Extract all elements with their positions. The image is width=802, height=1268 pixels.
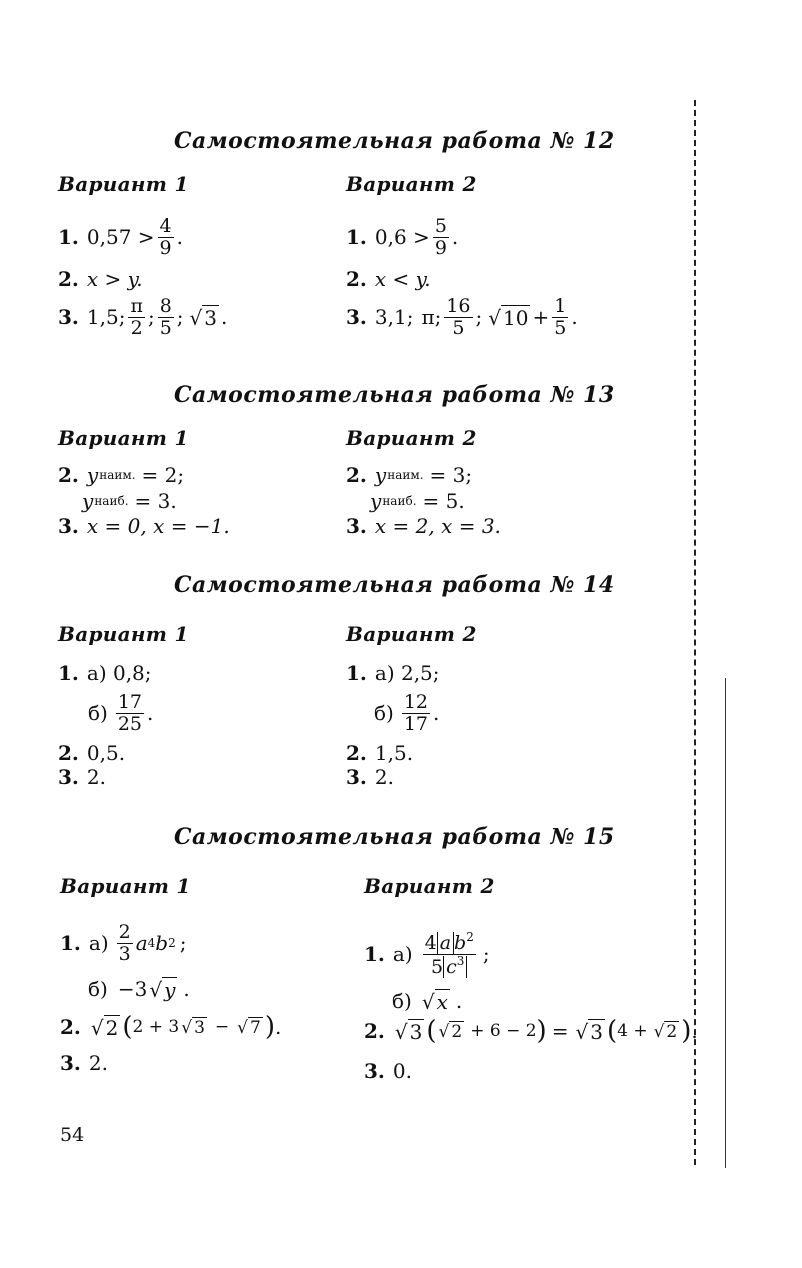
answer-text: x < y.: [374, 267, 431, 291]
denominator: 9: [159, 236, 172, 259]
fraction: [444, 296, 472, 339]
fraction: [433, 216, 449, 259]
numerator: 2: [118, 920, 131, 943]
answer-end: .: [147, 701, 154, 725]
square-root: √ 3: [189, 305, 218, 330]
variable: c: [446, 955, 457, 978]
answer-number: 2.: [58, 267, 79, 291]
work-14-title: Самостоятельная работа № 14: [174, 572, 615, 598]
answer-number: 2.: [58, 463, 79, 487]
item-label: б): [392, 989, 412, 1013]
answer-end: .: [691, 1019, 698, 1043]
answer-number: 1.: [58, 661, 79, 685]
work-15-v1-answer-1: [60, 920, 187, 965]
answer-text: 1,5.: [374, 741, 414, 765]
answer-end: .: [183, 977, 190, 1001]
work-14-variant-2-label: Вариант 2: [346, 622, 477, 646]
item-label: а): [88, 931, 109, 955]
page-edge-line: [725, 678, 726, 1168]
answer-text: 0,6 >: [374, 225, 430, 249]
work-15-v2-answer-2: [364, 1016, 698, 1046]
variable: y: [86, 463, 99, 487]
work-12-v1-answer-3: [58, 294, 228, 339]
variable: y: [374, 463, 387, 487]
exponent: 3: [456, 953, 465, 968]
radicand: 2: [666, 1021, 678, 1042]
cut-line: [694, 100, 696, 1165]
answer-number: 3.: [346, 765, 367, 789]
answer-number: 3.: [58, 765, 79, 789]
answer-number: 2.: [58, 741, 79, 765]
square-root: √ x: [421, 989, 448, 1014]
absolute-value: a: [437, 932, 454, 954]
square-root: √ 2: [653, 1021, 678, 1042]
answer-text: x = 0, x = −1.: [86, 514, 230, 538]
work-12-v2-answer-2: [346, 264, 431, 294]
subscript: наим.: [387, 468, 424, 482]
radicand: 3: [409, 1019, 423, 1044]
square-root: √ 7: [237, 1017, 261, 1038]
numerator: π: [130, 294, 143, 317]
work-14-v1-answer-1: [58, 658, 152, 688]
subscript: наиб.: [382, 494, 417, 508]
work-15-v1-answer-1b: [88, 974, 190, 1004]
answer-text: 1,5;: [86, 305, 126, 329]
answer-number: 1.: [60, 931, 81, 955]
denominator: 5: [554, 316, 567, 339]
item-label: б): [88, 701, 108, 725]
answer-number: 1.: [346, 225, 367, 249]
work-15-v2-answer-3: [364, 1056, 412, 1086]
square-root: √ 3: [181, 1017, 205, 1038]
item-label: б): [374, 701, 394, 725]
answer-end: ;: [179, 931, 187, 955]
exponent: 4: [147, 936, 156, 950]
fraction: [423, 931, 476, 978]
page-number: 54: [60, 1124, 85, 1146]
radicand: y: [164, 977, 176, 1002]
numerator: 5: [434, 214, 447, 237]
numerator: 1: [554, 294, 567, 317]
answer-text: 2.: [86, 765, 106, 789]
fraction: [158, 296, 174, 339]
answer-end: .: [176, 225, 183, 249]
pi-symbol: π: [421, 305, 435, 329]
item-label: а): [392, 942, 413, 966]
square-root: √ 3: [394, 1019, 423, 1044]
radicand: 3: [204, 305, 218, 330]
answer-end: .: [221, 305, 228, 329]
answer-number: 2.: [364, 1019, 385, 1043]
answer-text: = 2;: [141, 463, 185, 487]
minus-sign: −: [214, 1017, 230, 1037]
answer-text: + 6 − 2: [470, 1021, 537, 1041]
answer-text: = 3.: [134, 489, 177, 513]
answer-text: x = 2, x = 3.: [374, 514, 501, 538]
answer-number: 3.: [58, 514, 79, 538]
denominator: 17: [403, 712, 429, 735]
work-12-v2-answer-3: [346, 294, 578, 339]
answer-end: .: [451, 225, 459, 249]
numerator: [423, 931, 476, 955]
answer-number: 1.: [364, 942, 385, 966]
work-15-v1-answer-2: [60, 1012, 281, 1042]
work-15-variant-1-label: Вариант 1: [60, 874, 191, 898]
answer-text: = 3;: [429, 463, 473, 487]
answer-number: 2.: [60, 1015, 81, 1039]
fraction: [128, 296, 145, 339]
work-15-title: Самостоятельная работа № 15: [174, 824, 615, 850]
work-14-v2-answer-1b: [374, 690, 440, 735]
work-15-v2-answer-1b: [392, 986, 462, 1016]
work-13-v2-answer-3: [346, 511, 501, 541]
work-12-v1-answer-1: [58, 214, 183, 259]
work-15-v2-answer-1: [364, 929, 490, 978]
answer-text: 4 +: [617, 1021, 648, 1041]
answer-number: 3.: [364, 1059, 385, 1083]
denominator: 3: [118, 942, 131, 965]
radicand: 3: [590, 1019, 603, 1044]
square-root: √ 2: [90, 1015, 119, 1040]
separator: ;: [147, 305, 155, 329]
work-13-variant-2-label: Вариант 2: [346, 426, 477, 450]
answer-number: 2.: [346, 463, 367, 487]
square-root: √ y: [149, 977, 176, 1002]
work-12-v1-answer-2: [58, 264, 143, 294]
work-12-variant-2-label: Вариант 2: [346, 172, 477, 196]
plus-sign: +: [532, 305, 550, 329]
radicand: x: [436, 989, 448, 1014]
answer-text: 2.: [374, 765, 394, 789]
close-paren: ): [681, 1016, 692, 1046]
exponent: 2: [168, 936, 176, 950]
answer-number: 3.: [60, 1051, 81, 1075]
answer-text: 3,1;: [374, 305, 414, 329]
answer-end: .: [433, 701, 440, 725]
work-12-v2-answer-1: [346, 214, 459, 259]
item-label: б): [88, 977, 108, 1001]
open-paren: (: [426, 1016, 437, 1046]
answer-text: а) 2,5;: [374, 661, 440, 685]
answer-number: 1.: [346, 661, 367, 685]
answer-end: ;: [482, 942, 490, 966]
answer-text: −3: [117, 977, 148, 1001]
equals-sign: =: [551, 1019, 569, 1043]
answer-text: = 5.: [422, 489, 465, 513]
open-paren: (: [122, 1012, 133, 1042]
denominator: 9: [434, 236, 447, 259]
coefficient: 4: [424, 931, 437, 954]
fraction: [116, 692, 144, 735]
answer-text: x > y.: [86, 267, 143, 291]
numerator: 4: [159, 214, 172, 237]
work-12-variant-1-label: Вариант 1: [58, 172, 189, 196]
exponent: 2: [466, 929, 474, 944]
numerator: 12: [403, 690, 429, 713]
variable: b: [454, 931, 467, 954]
numerator: 8: [159, 294, 172, 317]
subscript: наиб.: [94, 494, 129, 508]
separator: ;: [475, 305, 483, 329]
answer-number: 2.: [346, 741, 367, 765]
work-15-v1-answer-3: [60, 1048, 108, 1078]
fraction: [552, 296, 568, 339]
answer-end: .: [455, 989, 463, 1013]
answer-text: 2.: [88, 1051, 108, 1075]
numerator: 16: [446, 294, 471, 317]
answer-number: 2.: [346, 267, 367, 291]
square-root: √ 2: [438, 1021, 463, 1042]
fraction: [402, 692, 430, 735]
answer-text: 0.: [392, 1059, 412, 1083]
work-13-v1-answer-3: [58, 511, 230, 541]
open-paren: (: [606, 1016, 618, 1046]
absolute-value: [443, 953, 467, 978]
work-13-title: Самостоятельная работа № 13: [174, 382, 615, 408]
separator: ;: [434, 305, 442, 329]
answer-text: 0,57 >: [86, 225, 155, 249]
denominator: 5: [159, 316, 172, 339]
square-root: √ 3: [575, 1019, 603, 1044]
variable: y: [82, 489, 94, 513]
denominator: 25: [117, 712, 143, 735]
close-paren: ): [264, 1012, 275, 1042]
work-14-v2-answer-1: [346, 658, 440, 688]
answer-number: 3.: [346, 514, 367, 538]
coefficient: 5: [431, 955, 444, 978]
separator: ;: [176, 305, 184, 329]
answer-end: .: [571, 305, 578, 329]
work-14-variant-1-label: Вариант 1: [58, 622, 189, 646]
denominator: 5: [452, 316, 465, 339]
denominator: [429, 955, 469, 978]
work-12-title: Самостоятельная работа № 12: [174, 128, 615, 154]
square-root: √ 10: [488, 305, 529, 330]
fraction: [158, 216, 174, 259]
close-paren: ): [536, 1016, 547, 1046]
answer-number: 1.: [58, 225, 79, 249]
radicand: 10: [503, 305, 529, 330]
radicand: 7: [249, 1017, 261, 1038]
radicand: 2: [105, 1015, 119, 1040]
work-14-v1-answer-1b: [88, 690, 154, 735]
variable: b: [155, 931, 169, 955]
answer-number: 3.: [58, 305, 79, 329]
work-13-variant-1-label: Вариант 1: [58, 426, 189, 450]
fraction: [117, 922, 133, 965]
work-14-v2-answer-3: [346, 762, 394, 792]
answer-text: 2 + 3: [132, 1017, 180, 1037]
radicand: 2: [451, 1021, 463, 1042]
variable: y: [370, 489, 382, 513]
denominator: 2: [130, 316, 143, 339]
answer-text: 0,5.: [86, 741, 126, 765]
numerator: 17: [117, 690, 143, 713]
work-14-v1-answer-3: [58, 762, 106, 792]
subscript: наим.: [99, 468, 136, 482]
work-15-variant-2-label: Вариант 2: [364, 874, 495, 898]
answer-text: а) 0,8;: [86, 661, 152, 685]
answer-end: .: [274, 1015, 282, 1039]
radicand: 3: [194, 1017, 205, 1038]
variable: a: [135, 931, 148, 955]
answer-number: 3.: [346, 305, 367, 329]
